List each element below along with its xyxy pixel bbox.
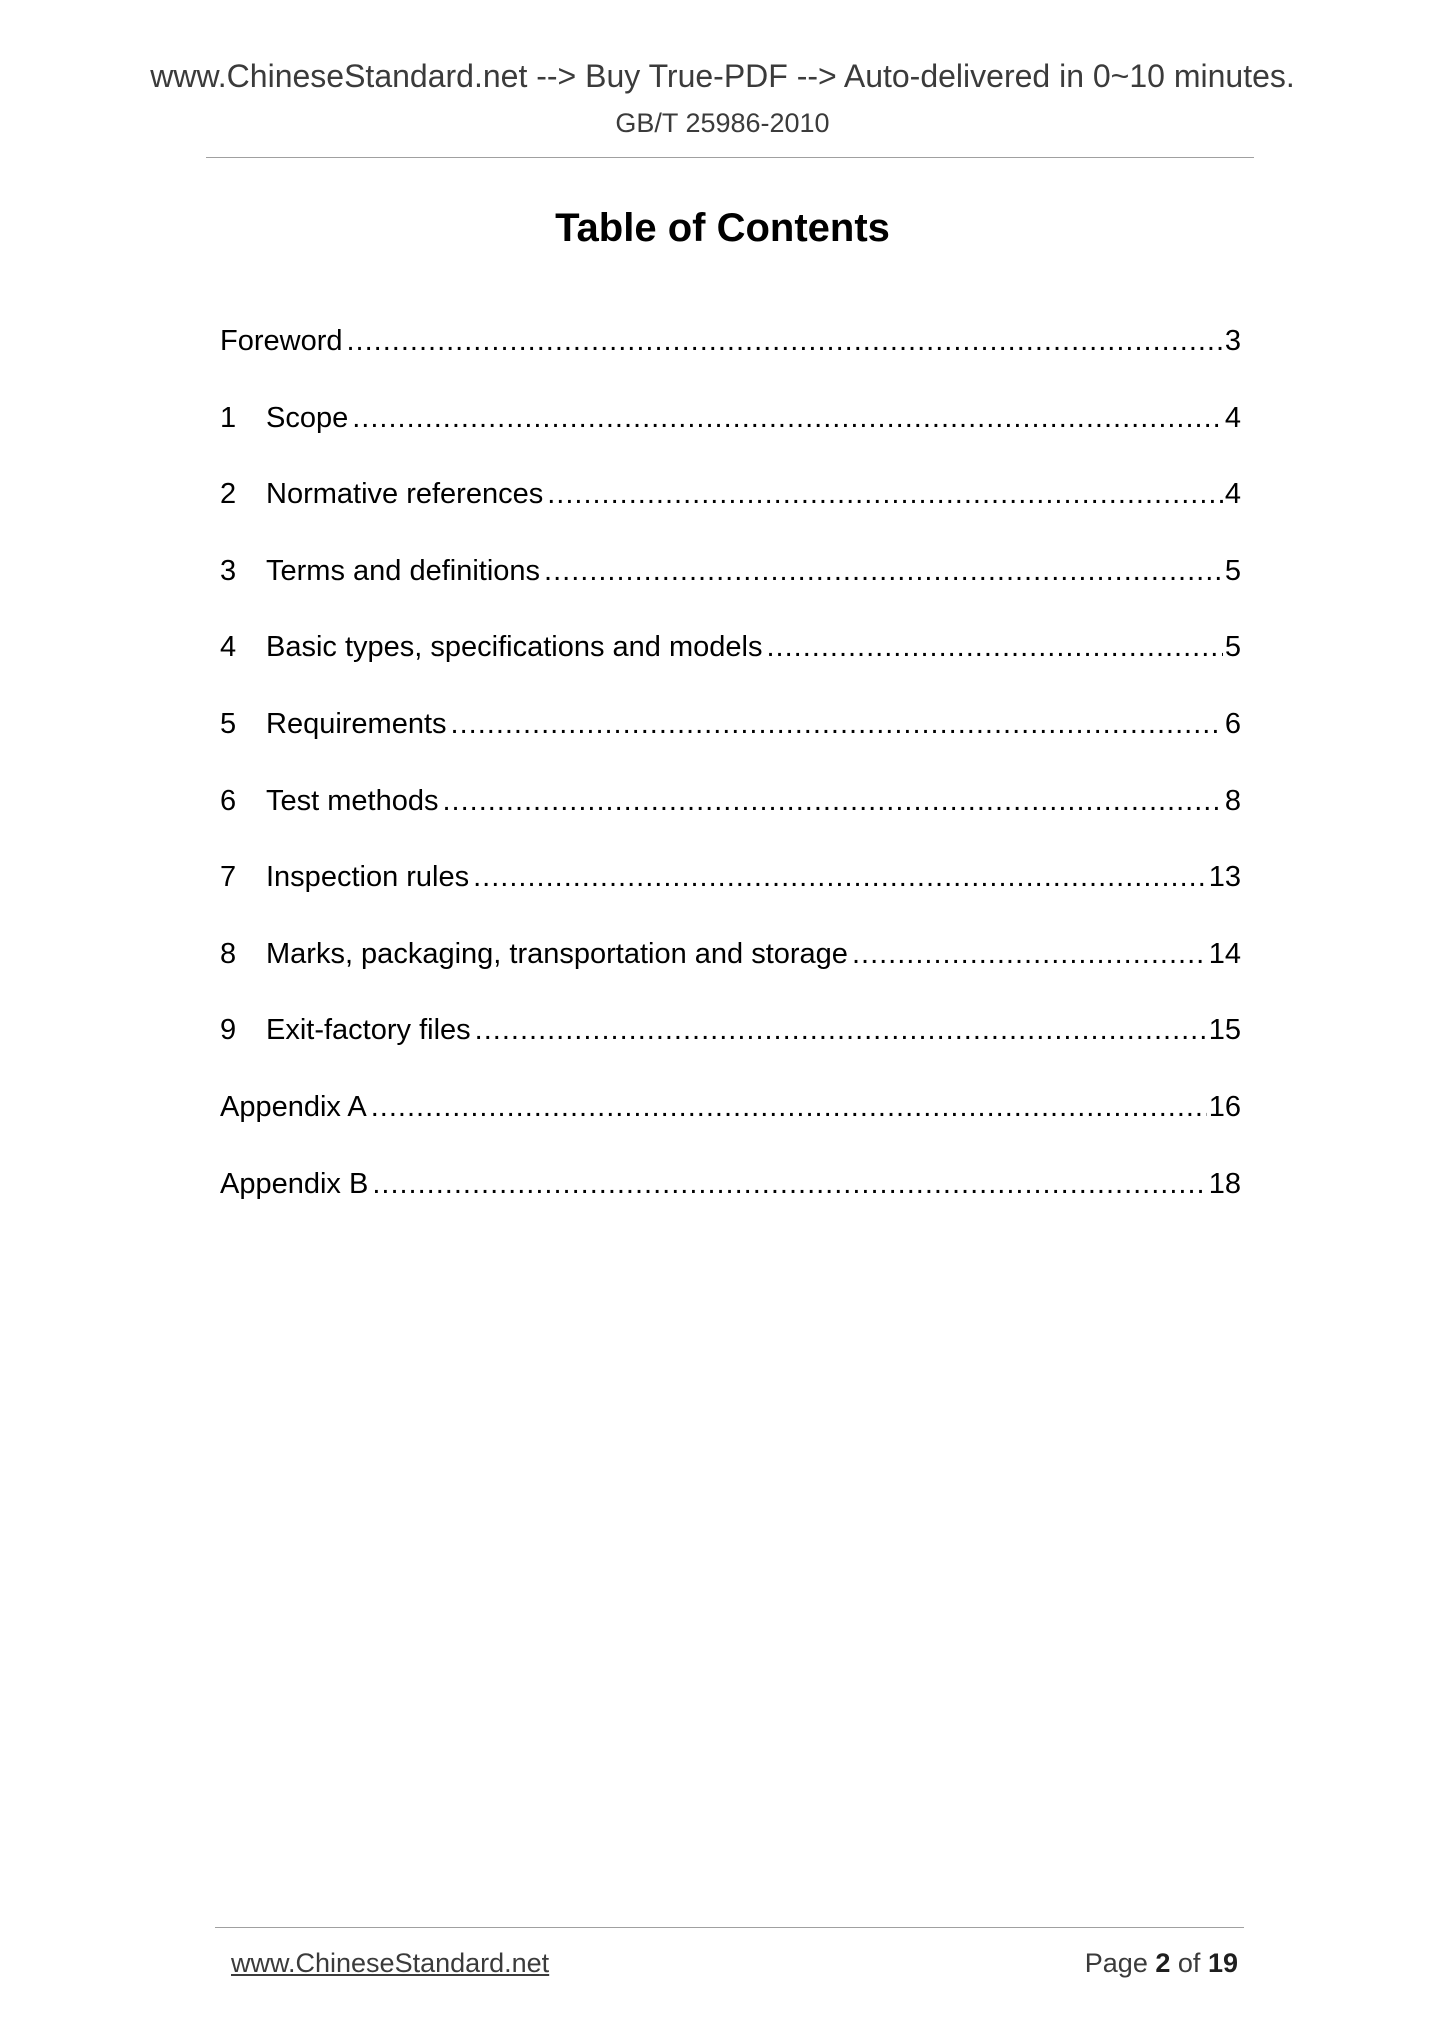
toc-leader-dots xyxy=(442,779,1222,823)
toc-leader-dots xyxy=(547,472,1223,516)
toc-entry-label: Scope xyxy=(266,401,349,434)
toc-leader-dots xyxy=(451,702,1223,746)
toc-leader-dots xyxy=(352,396,1223,440)
toc-entry-label: Foreword xyxy=(220,325,343,357)
page-number xyxy=(1085,1946,1238,1980)
toc-entry-page: 18 xyxy=(1208,1167,1241,1200)
page-title: Table of Contents xyxy=(555,206,890,250)
toc-entry-label: Requirements xyxy=(266,707,447,740)
toc-entry-page: 13 xyxy=(1208,861,1241,894)
toc-entry-number: 4 xyxy=(220,631,237,664)
toc-entry-label: Terms and definitions xyxy=(266,554,541,587)
toc-entry-number: 5 xyxy=(220,707,237,740)
toc-leader-dots xyxy=(347,319,1223,363)
toc-entry-appendix-b[interactable] xyxy=(220,1162,1241,1239)
toc-entry-page: 3 xyxy=(1224,325,1241,357)
toc-entry-test-methods[interactable] xyxy=(220,779,1241,856)
page-total: 19 xyxy=(1207,1948,1238,1978)
page-current: 2 xyxy=(1155,1948,1171,1978)
toc-entry-label: Normative references xyxy=(266,478,544,511)
toc-entry-page: 8 xyxy=(1224,784,1241,817)
toc-entry-inspection-rules[interactable] xyxy=(220,855,1241,932)
toc-entry-number: 3 xyxy=(220,554,237,587)
toc-entry-label: Marks, packaging, transportation and storage xyxy=(266,937,848,970)
toc-entry-label: Exit-factory files xyxy=(266,1014,471,1047)
page-of: of xyxy=(1177,1948,1201,1978)
toc-entry-page: 5 xyxy=(1224,554,1241,587)
toc-leader-dots xyxy=(766,625,1222,669)
toc-leader-dots xyxy=(475,1008,1207,1052)
toc-entry-label: Basic types, specifications and models xyxy=(266,631,763,664)
toc-entry-label: Test methods xyxy=(266,784,439,817)
toc-entry-page: 15 xyxy=(1208,1014,1241,1047)
toc-entry-basic-types[interactable] xyxy=(220,625,1241,702)
footer-divider xyxy=(215,1927,1244,1928)
toc-leader-dots xyxy=(371,1085,1207,1129)
toc-entry-page: 4 xyxy=(1224,478,1241,511)
toc-entry-page: 4 xyxy=(1224,401,1241,434)
toc-leader-dots xyxy=(852,932,1207,976)
toc-entry-terms-and-definitions[interactable] xyxy=(220,549,1241,626)
toc-entry-number: 2 xyxy=(220,478,237,511)
toc-leader-dots xyxy=(473,855,1207,899)
toc-entry-number: 9 xyxy=(220,1014,237,1047)
header-divider xyxy=(206,157,1254,158)
toc-entry-exit-factory-files[interactable] xyxy=(220,1008,1241,1085)
toc-entry-appendix-a[interactable] xyxy=(220,1085,1241,1162)
toc-entry-label: Appendix B xyxy=(220,1167,369,1200)
toc-entry-number: 6 xyxy=(220,784,237,817)
toc-entry-label: Appendix A xyxy=(220,1090,367,1123)
toc-entry-marks-packaging[interactable] xyxy=(220,932,1241,1009)
toc-entry-number: 1 xyxy=(220,401,237,434)
standard-code: GB/T 25986-2010 xyxy=(615,108,830,138)
toc-entry-page: 5 xyxy=(1224,631,1241,664)
toc-leader-dots xyxy=(372,1162,1206,1206)
toc-list xyxy=(220,319,1241,1238)
page-prefix: Page xyxy=(1084,1948,1148,1978)
header-banner: www.ChineseStandard.net --> Buy True-PDF --> Auto-delivered in 0~10 minutes. xyxy=(150,58,1295,94)
footer-site-link[interactable]: www.ChineseStandard.net xyxy=(231,1948,550,1978)
toc-entry-label: Inspection rules xyxy=(266,861,470,894)
toc-entry-foreword[interactable] xyxy=(220,319,1241,396)
toc-entry-number: 8 xyxy=(220,937,237,970)
toc-entry-page: 16 xyxy=(1208,1090,1241,1123)
toc-entry-normative-references[interactable] xyxy=(220,472,1241,549)
toc-entry-number: 7 xyxy=(220,861,237,894)
toc-leader-dots xyxy=(544,549,1223,593)
toc-entry-requirements[interactable] xyxy=(220,702,1241,779)
toc-entry-page: 14 xyxy=(1208,937,1241,970)
toc-entry-scope[interactable] xyxy=(220,396,1241,473)
toc-entry-page: 6 xyxy=(1224,707,1241,740)
